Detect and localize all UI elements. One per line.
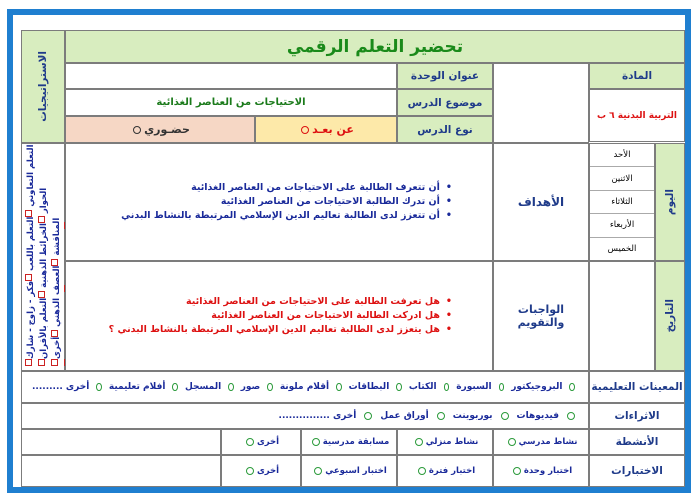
radio-icon[interactable]	[569, 383, 575, 391]
activity-option: نشاط منزلي	[425, 437, 479, 447]
objective-item: • أن تتعرف الطالبة على الاحتياجات من العناصر الغذائية	[121, 181, 452, 195]
subject-label: المادة	[621, 70, 653, 82]
enrichment-option[interactable]: أوراق عمل	[380, 411, 429, 421]
strategies-label: الاستراتيجيات	[37, 51, 49, 122]
checkbox-icon[interactable]	[25, 274, 32, 281]
day-item[interactable]	[590, 191, 654, 214]
lesson-value-cell	[65, 89, 397, 116]
checkbox-icon[interactable]	[38, 216, 45, 223]
unit-value[interactable]	[65, 63, 397, 89]
radio-icon[interactable]	[336, 383, 342, 391]
test-option: اختبار وحدة	[523, 466, 573, 476]
day-text: الخميس	[607, 243, 637, 254]
inperson-label: حضـوري	[144, 123, 190, 136]
radio-icon[interactable]	[501, 412, 509, 420]
radio-icon[interactable]	[301, 126, 309, 134]
test-cell[interactable]	[397, 455, 493, 487]
evaluation-label-cell	[493, 261, 589, 371]
strategy-option[interactable]: أخرى	[52, 336, 62, 359]
checkbox-icon[interactable]	[51, 359, 58, 366]
radio-icon[interactable]	[396, 383, 402, 391]
aid-option[interactable]: الكتاب	[408, 382, 437, 392]
aids-label: المعينات التعليمية	[591, 381, 683, 393]
remote-option[interactable]	[255, 116, 397, 143]
day-list	[589, 143, 655, 261]
date-label: التاريخ	[664, 299, 676, 333]
aid-option[interactable]: المسجل	[184, 382, 222, 392]
day-item[interactable]	[590, 167, 654, 190]
radio-icon[interactable]	[364, 412, 372, 420]
radio-icon[interactable]	[513, 467, 521, 475]
aid-option[interactable]: أقلام ملونة	[279, 382, 330, 392]
enrichment-label-cell	[589, 403, 685, 429]
day-item[interactable]	[590, 238, 654, 260]
activity-option: نشاط مدرسي	[518, 437, 578, 447]
date-value[interactable]	[589, 261, 655, 371]
aid-option[interactable]: أفلام تعليمية	[108, 382, 166, 392]
radio-icon[interactable]	[172, 383, 178, 391]
lesson-label: موضوع الدرس	[407, 96, 483, 109]
test-cell[interactable]	[493, 455, 589, 487]
objectives-content	[65, 143, 493, 261]
lesson-type-label: نوع الدرس	[417, 123, 473, 136]
strategy-option[interactable]: فكر - زاوج - شارك	[26, 280, 36, 359]
aid-option[interactable]: البروجيكتور	[511, 382, 563, 392]
checkbox-icon[interactable]	[38, 359, 45, 366]
lesson-plan-frame	[7, 9, 691, 493]
inperson-option[interactable]	[65, 116, 255, 143]
strategy-option[interactable]: الحوار	[39, 187, 49, 214]
aid-option[interactable]: السبورة	[456, 382, 492, 392]
evaluation-item: • هل ادركت الطالبة الاحتياجات من العناصر الغذائية	[109, 309, 452, 323]
activity-option: أخرى	[256, 437, 280, 447]
radio-icon[interactable]	[418, 467, 426, 475]
checkbox-icon[interactable]	[25, 210, 32, 217]
activity-cell[interactable]	[493, 429, 589, 455]
aid-option[interactable]: أخرى .........	[32, 382, 90, 392]
radio-icon[interactable]	[133, 126, 141, 134]
activities-label-cell	[589, 429, 685, 455]
title-bar	[65, 30, 685, 63]
checkbox-icon[interactable]	[51, 259, 58, 266]
spacer-cell	[493, 63, 589, 143]
radio-icon[interactable]	[567, 412, 575, 420]
day-text: الأربعاء	[609, 220, 635, 231]
radio-icon[interactable]	[499, 383, 505, 391]
objective-item: • أن تدرك الطالبة الاحتياجات من العناصر الغذائية	[121, 195, 452, 209]
activity-option: مسابقة مدرسية	[322, 437, 390, 447]
day-item[interactable]	[590, 144, 654, 167]
objectives-label: الأهداف	[517, 195, 565, 209]
lesson-label-cell	[397, 89, 493, 116]
activity-cell[interactable]	[397, 429, 493, 455]
enrichment-label: الاثراءات	[614, 410, 660, 422]
test-cell[interactable]	[301, 455, 397, 487]
activities-label: الأنشطة	[615, 436, 659, 448]
lesson-type-label-cell	[397, 116, 493, 143]
checkbox-icon[interactable]	[25, 359, 32, 366]
radio-icon[interactable]	[444, 383, 450, 391]
day-item[interactable]	[590, 214, 654, 237]
radio-icon[interactable]	[312, 438, 320, 446]
lesson-value[interactable]: الاحتياجات من العناصر الغذائية	[156, 97, 306, 108]
enrichment-option[interactable]: فيديوهات	[516, 411, 559, 421]
strategy-option[interactable]: التعلم باللعب	[26, 216, 36, 271]
radio-icon[interactable]	[96, 383, 102, 391]
strategies-label-cell	[21, 30, 65, 143]
evaluation-content	[65, 261, 493, 371]
objectives-label-cell	[493, 143, 589, 261]
aids-label-cell	[589, 371, 685, 403]
radio-icon[interactable]	[246, 467, 254, 475]
objectives-list	[121, 181, 452, 223]
strategies-list	[21, 143, 65, 371]
test-option: اختبار فترة	[428, 466, 476, 476]
activity-cell[interactable]	[221, 429, 301, 455]
test-option: أخرى	[256, 466, 280, 476]
evaluation-label: الواجبات والتقويم	[517, 303, 565, 329]
radio-icon[interactable]	[228, 383, 234, 391]
remote-label: عن بعـد	[312, 123, 354, 136]
radio-icon[interactable]	[437, 412, 445, 420]
evaluation-list	[109, 295, 452, 337]
test-empty[interactable]	[21, 455, 221, 487]
aid-option[interactable]: صور	[240, 382, 261, 392]
subject-label-cell	[589, 63, 685, 89]
tests-label: الاختبارات	[611, 465, 663, 477]
test-cell[interactable]	[221, 455, 301, 487]
date-label-cell	[655, 261, 685, 371]
strategy-option[interactable]: التعلم التعاوني	[26, 144, 36, 207]
enrichment-option[interactable]: بوربوينت	[452, 411, 493, 421]
strategy-option[interactable]: الخرائط الذهنية	[39, 223, 49, 288]
enrichment-option[interactable]: أخرى ...............	[278, 411, 357, 421]
day-text: الاثنين	[611, 173, 633, 184]
day-label: اليوم	[664, 188, 676, 216]
strategy-option[interactable]: التعلم بالأقران	[39, 297, 49, 359]
radio-icon[interactable]	[314, 467, 322, 475]
unit-label: عنوان الوحدة	[410, 70, 480, 82]
activity-empty[interactable]	[21, 429, 221, 455]
checkbox-icon[interactable]	[38, 291, 45, 298]
test-option: اختبار اسبوعي	[325, 466, 387, 476]
activity-cell[interactable]	[301, 429, 397, 455]
aid-option[interactable]: البطاقات	[348, 382, 390, 392]
day-label-cell	[655, 143, 685, 261]
radio-icon[interactable]	[415, 438, 423, 446]
subject-value[interactable]: التربية البدنية ٦ ب	[596, 110, 678, 121]
radio-icon[interactable]	[267, 383, 273, 391]
unit-label-cell	[397, 63, 493, 89]
tests-label-cell	[589, 455, 685, 487]
radio-icon[interactable]	[246, 438, 254, 446]
evaluation-item: • هل يتعزز لدى الطالبة تعاليم الدين الإسلامي المرتبطة بالنشاط البدني ؟	[109, 323, 452, 337]
radio-icon[interactable]	[508, 438, 516, 446]
checkbox-icon[interactable]	[51, 330, 58, 337]
page-title: تحضير التعلم الرقمي	[286, 36, 464, 57]
day-text: الثلاثاء	[611, 197, 633, 208]
enrichment-options	[21, 403, 589, 429]
evaluation-item: • هل تعرفت الطالبة على الاحتياجات من العناصر الغذائية	[109, 295, 452, 309]
strategy-option[interactable]: العصف الذهني	[52, 265, 62, 327]
subject-value-cell	[589, 89, 685, 142]
strategy-option[interactable]: المناقشة	[52, 217, 62, 256]
aids-options	[21, 371, 589, 403]
objective-item: • أن تتعزز لدى الطالبة تعاليم الدين الإسلامي المرتبطة بالنشاط البدني	[121, 209, 452, 223]
day-text: الأحد	[613, 150, 631, 161]
